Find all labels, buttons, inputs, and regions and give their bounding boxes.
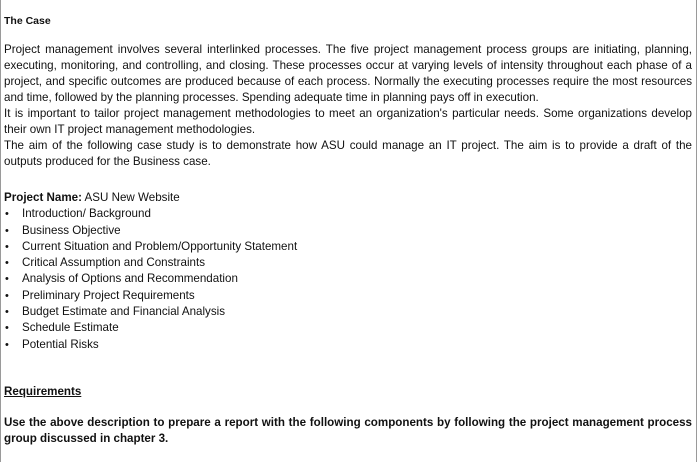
- bullet-icon: •: [5, 224, 9, 237]
- list-item-label: Budget Estimate and Financial Analysis: [22, 305, 226, 319]
- list-item-label: Critical Assumption and Constraints: [22, 256, 206, 270]
- list-item-label: Introduction/ Background: [22, 207, 151, 221]
- list-item: [4, 288, 692, 304]
- project-section: [4, 190, 692, 353]
- list-item: [4, 239, 692, 255]
- list-item-label: Preliminary Project Requirements: [22, 288, 195, 302]
- list-item: [4, 304, 692, 320]
- list-item-label: Schedule Estimate: [22, 321, 119, 335]
- list-item-label: Analysis of Options and Recommendation: [22, 272, 238, 286]
- case-heading: The Case: [4, 15, 51, 27]
- bullet-icon: •: [5, 306, 9, 319]
- list-item: [4, 223, 692, 239]
- list-item: [4, 271, 692, 287]
- case-paragraph-methodologies: It is important to tailor project management methodologies to meet an organization's particular needs. Some organizations develop their own IT project management methodologies.: [4, 107, 692, 136]
- case-description: [4, 42, 692, 170]
- page-right-border: [696, 0, 697, 462]
- report-components-list: [4, 206, 692, 353]
- bullet-icon: •: [5, 240, 9, 253]
- list-item-label: Potential Risks: [22, 337, 99, 351]
- bullet-icon: •: [5, 208, 9, 221]
- bullet-icon: •: [5, 273, 9, 286]
- project-name-value: ASU New Website: [81, 191, 180, 204]
- bullet-icon: •: [5, 322, 9, 335]
- page-left-border: [0, 0, 1, 462]
- list-item: [4, 337, 692, 353]
- requirements-instructions: Use the above description to prepare a report with the following components by following the project management process group discussed in chapter 3.: [4, 416, 692, 445]
- requirements-heading: Requirements: [4, 385, 82, 398]
- list-item: [4, 206, 692, 222]
- bullet-icon: •: [5, 257, 9, 270]
- case-paragraph-process-groups: Project management involves several interlinked processes. The five project management process groups are initiating, planning, executing, monitoring, and controlling, and closing. These processes occur at varying levels of intensity throughout each phase of a project, and specific outcomes are produced because of each process. Normally the executing processes require the most resources and time, followed by the planning processes. Spending adequate time in planning pays off in execution.: [4, 43, 692, 104]
- bullet-icon: •: [5, 338, 9, 351]
- list-item-label: Current Situation and Problem/Opportunity Statement: [22, 239, 298, 253]
- case-paragraph-aim: The aim of the following case study is to demonstrate how ASU could manage an IT project. The aim is to provide a draft of the outputs produced for the Business case.: [4, 139, 692, 168]
- bullet-icon: •: [5, 289, 9, 302]
- list-item-label: Business Objective: [22, 223, 121, 237]
- project-name-line: [4, 190, 692, 206]
- list-item: [4, 320, 692, 336]
- list-item: [4, 255, 692, 271]
- project-name-label: Project Name:: [4, 191, 82, 204]
